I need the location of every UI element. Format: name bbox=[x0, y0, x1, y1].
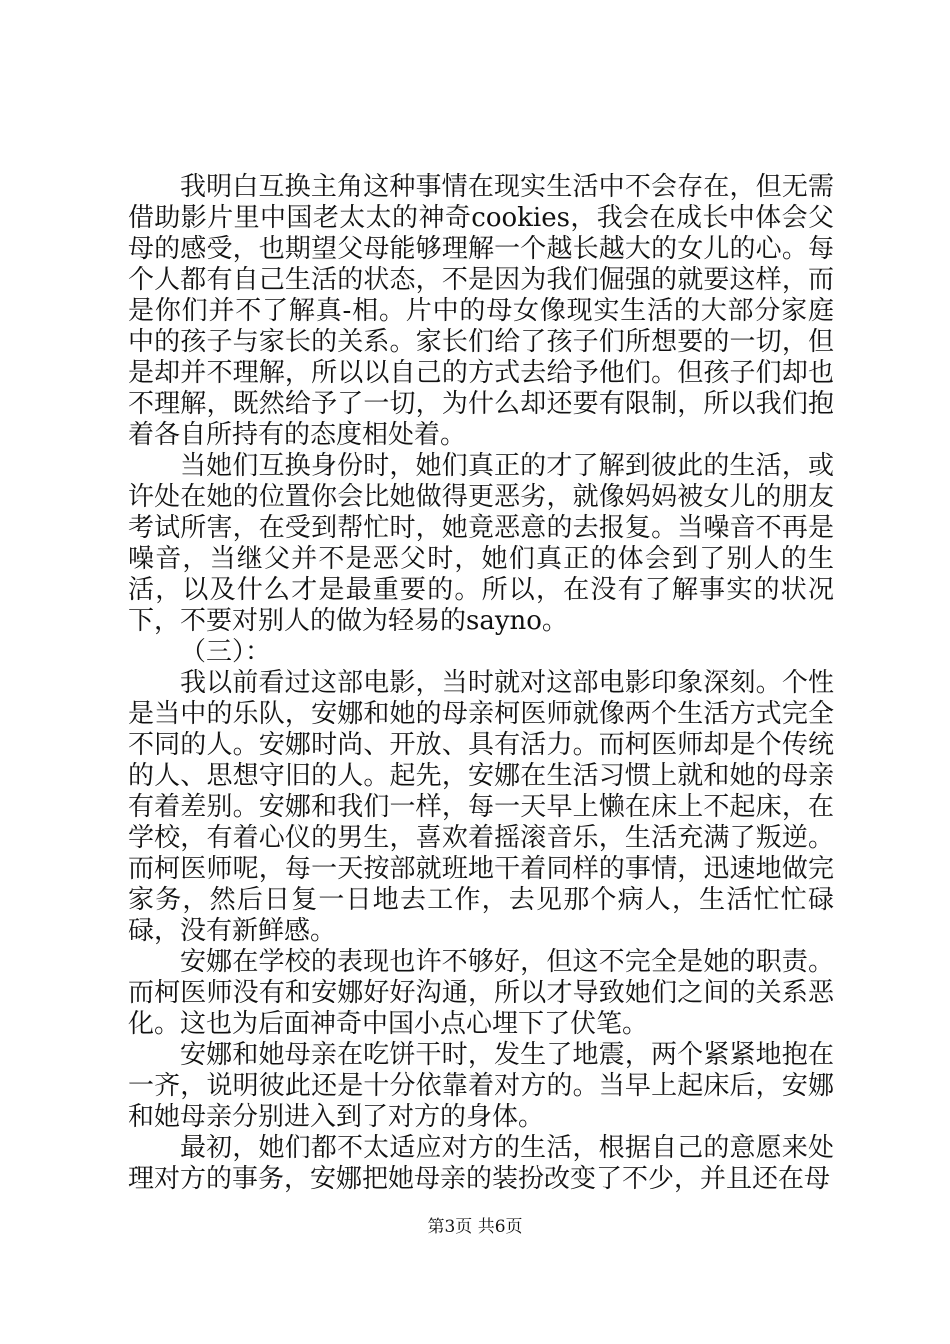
paragraph-2: 当她们互换身份时，她们真正的才了解到彼此的生活，或许处在她的位置你会比她做得更恶劣，就像妈妈被女儿的朋友考试所害，在受到帮忙时，她竟恶意的去报复。当噪音不再是噪音，当继父并不是恶父时，她们真正的体会到了别人的生活，以及什么才是最重要的。所以，在没有了解事实的状况下，不要对别人的做为轻易的sayno。 bbox=[128, 451, 834, 636]
page-footer: 第3页 共6页 bbox=[427, 1217, 523, 1237]
document-body bbox=[128, 172, 834, 1195]
paragraph-6: 最初，她们都不太适应对方的生活，根据自己的意愿来处理对方的事务，安娜把她母亲的装扮改变了不少，并且还在母 bbox=[128, 1133, 834, 1194]
section-heading: （三）： bbox=[180, 637, 272, 667]
paragraph-3: 我以前看过这部电影，当时就对这部电影印象深刻。个性是当中的乐队，安娜和她的母亲柯医师就像两个生活方式完全不同的人。安娜时尚、开放、具有活力。而柯医师却是个传统的人、思想守旧的人。起先，安娜在生活习惯上就和她的母亲有着差别。安娜和我们一样，每一天早上懒在床上不起床，在学校，有着心仪的男生，喜欢着摇滚音乐，生活充满了叛逆。而柯医师呢，每一天按部就班地干着同样的事情，迅速地做完家务，然后日复一日地去工作，去见那个病人，生活忙忙碌碌，没有新鲜感。 bbox=[128, 668, 834, 946]
paragraph-4: 安娜在学校的表现也许不够好，但这不完全是她的职责。而柯医师没有和安娜好好沟通，所以才导致她们之间的关系恶化。这也为后面神奇中国小点心埋下了伏笔。 bbox=[128, 947, 834, 1039]
paragraph-1: 我明白互换主角这种事情在现实生活中不会存在，但无需借助影片里中国老太太的神奇cookies，我会在成长中体会父母的感受，也期望父母能够理解一个越长越大的女儿的心。每个人都有自己生活的状态，不是因为我们倔强的就要这样，而是你们并不了解真-相。片中的母女像现实生活的大部分家庭中的孩子与家长的关系。家长们给了孩子们所想要的一切，但是却并不理解，所以以自己的方式去给予他们。但孩子们却也不理解，既然给予了一切，为什么却还要有限制，所以我们抱着各自所持有的态度相处着。 bbox=[128, 172, 834, 450]
paragraph-5: 安娜和她母亲在吃饼干时，发生了地震，两个紧紧地抱在一齐，说明彼此还是十分依靠着对方的。当早上起床后，安娜和她母亲分别进入到了对方的身体。 bbox=[128, 1040, 834, 1132]
